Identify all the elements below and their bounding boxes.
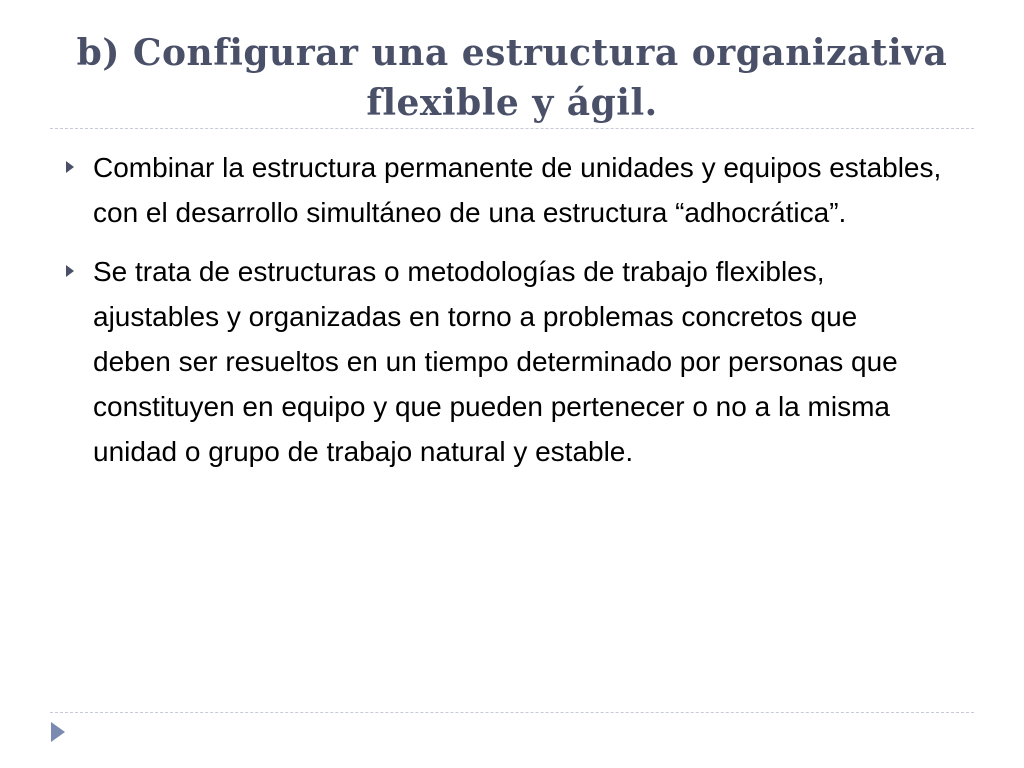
- play-arrow-icon[interactable]: [51, 722, 65, 742]
- bullet-text: Se trata de estructuras o metodologías de trabajo flexibles, ajustables y organizadas en torno a problemas concretos que deben ser resueltos en un tiempo determinado por personas que constituyen en equipo y que pueden pertenecer o no a la misma unidad o grupo de trabajo natural y estable.: [93, 256, 898, 467]
- bullet-item: [62, 145, 942, 235]
- bullet-text: Combinar la estructura permanente de unidades y equipos estables, con el desarrollo simultáneo de una estructura “adhocrática”.: [93, 152, 942, 228]
- triangle-right-icon: [66, 161, 74, 173]
- slide-title: b) Configurar una estructura organizativa flexible y ágil.: [76, 32, 948, 124]
- bullet-list: [62, 145, 942, 488]
- footer-divider: [50, 712, 974, 713]
- bullet-item: [62, 249, 942, 474]
- triangle-right-icon: [66, 265, 74, 277]
- title-divider: [50, 128, 974, 129]
